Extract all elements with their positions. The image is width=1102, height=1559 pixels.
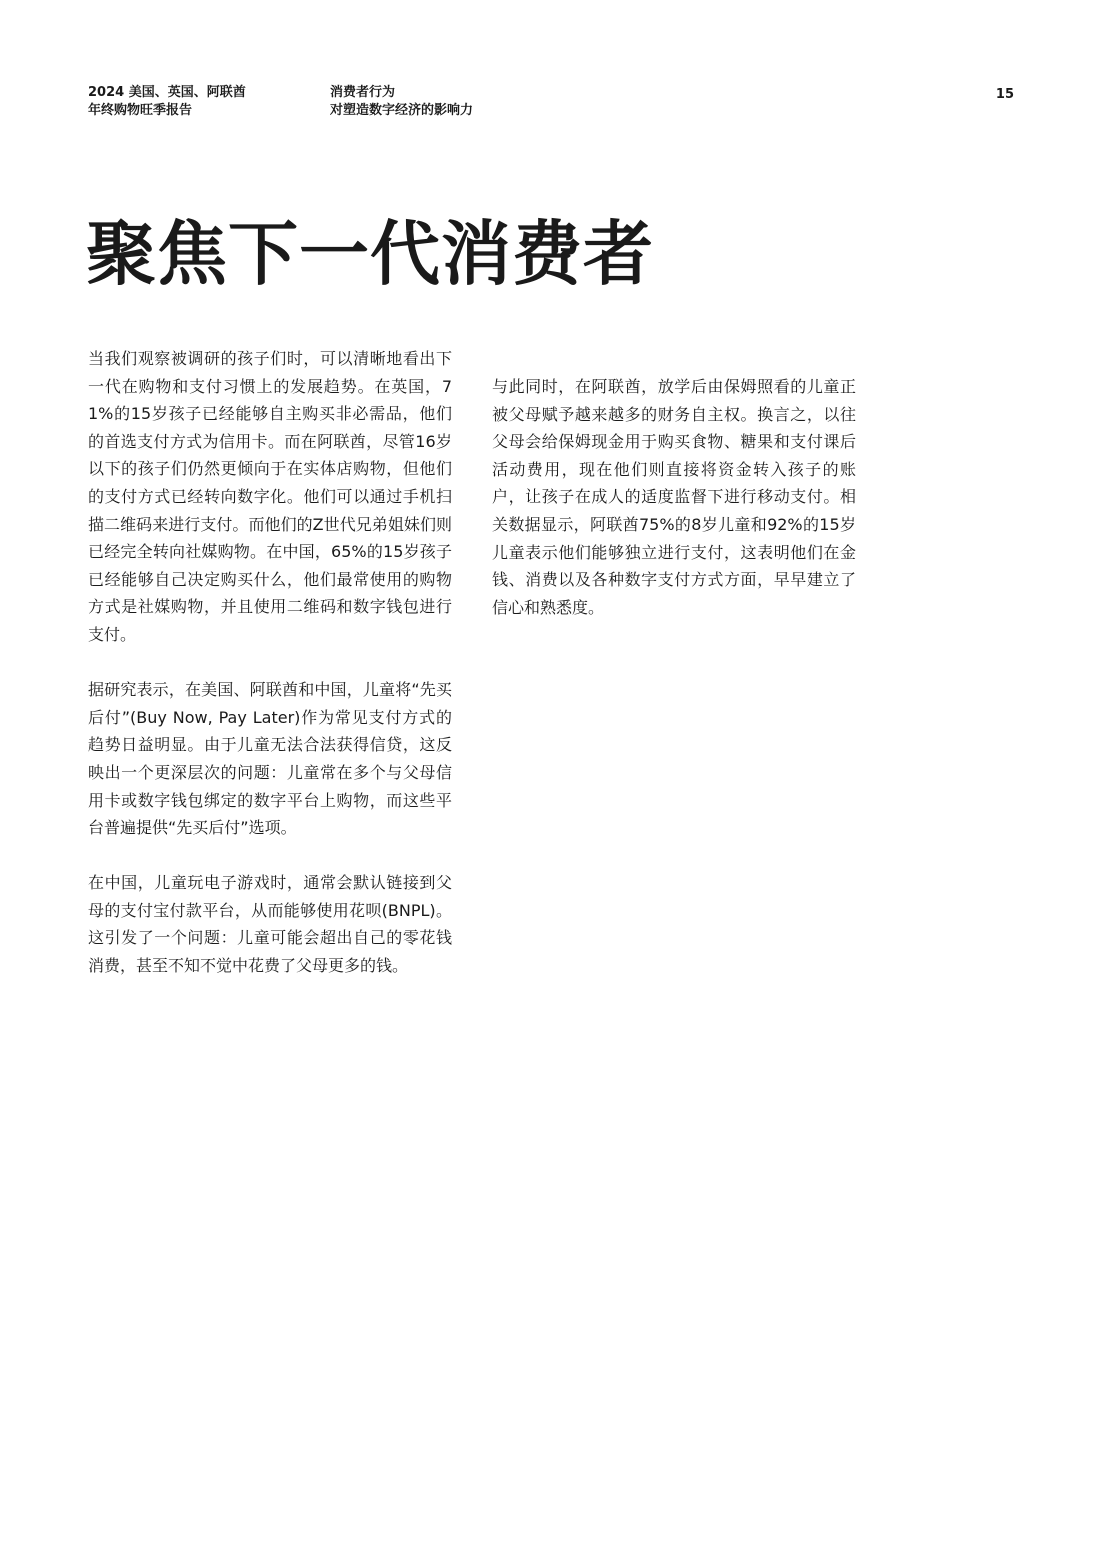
paragraph: 在中国，儿童玩电子游戏时，通常会默认链接到父母的支付宝付款平台，从而能够使用花呗(BNPL)。这引发了一个问题：儿童可能会超出自己的零花钱消费，甚至不知不觉中花费了父母更多的钱。: [88, 873, 452, 976]
page-number: 15: [995, 87, 1014, 102]
right-column: [492, 373, 856, 649]
paragraph: 当我们观察被调研的孩子们时，可以清晰地看出下一代在购物和支付习惯上的发展趋势。在英国，71%的15岁孩子已经能够自主购买非必需品，他们的首选支付方式为信用卡。而在阿联酋，尽管16岁以下的孩子们仍然更倾向于在实体店购物，但他们的支付方式已经转向数字化。他们可以通过手机扫描二维码来进行支付。而他们的Z世代兄弟姐妹们则已经完全转向社媒购物。在中国，65%的15岁孩子已经能够自己决定购买什么，他们最常使用的购物方式是社媒购物，并且使用二维码和数字钱包进行支付。: [88, 349, 452, 644]
left-column: [88, 345, 452, 1007]
report-title-line-1: 2024 美国、英国、阿联酋: [88, 85, 246, 100]
report-title: [88, 84, 308, 120]
paragraph: 与此同时，在阿联酋，放学后由保姆照看的儿童正被父母赋予越来越多的财务自主权。换言之，以往父母会给保姆现金用于购买食物、糖果和支付课后活动费用，现在他们则直接将资金转入孩子的账户，让孩子在成人的适度监督下进行移动支付。相关数据显示，阿联酋75%的8岁儿童和92%的15岁儿童表示他们能够独立进行支付，这表明他们在金钱、消费以及各种数字支付方式方面，早早建立了信心和熟悉度。: [492, 377, 856, 617]
page-title: 聚焦下一代消费者: [86, 213, 654, 295]
report-title-line-2: 年终购物旺季报告: [88, 103, 193, 118]
section-title-line-2: 对塑造数字经济的影响力: [330, 103, 474, 118]
page-header: [88, 84, 1014, 124]
paragraph: 据研究表示，在美国、阿联酋和中国，儿童将“先买后付”(Buy Now, Pay Later)作为常见支付方式的趋势日益明显。由于儿童无法合法获得信贷，这反映出一个更深层次的问题：儿童常在多个与父母信用卡或数字钱包绑定的数字平台上购物，而这些平台普遍提供“先买后付”选项。: [88, 680, 452, 838]
section-title-line-1: 消费者行为: [330, 85, 396, 100]
section-title: [330, 84, 630, 120]
